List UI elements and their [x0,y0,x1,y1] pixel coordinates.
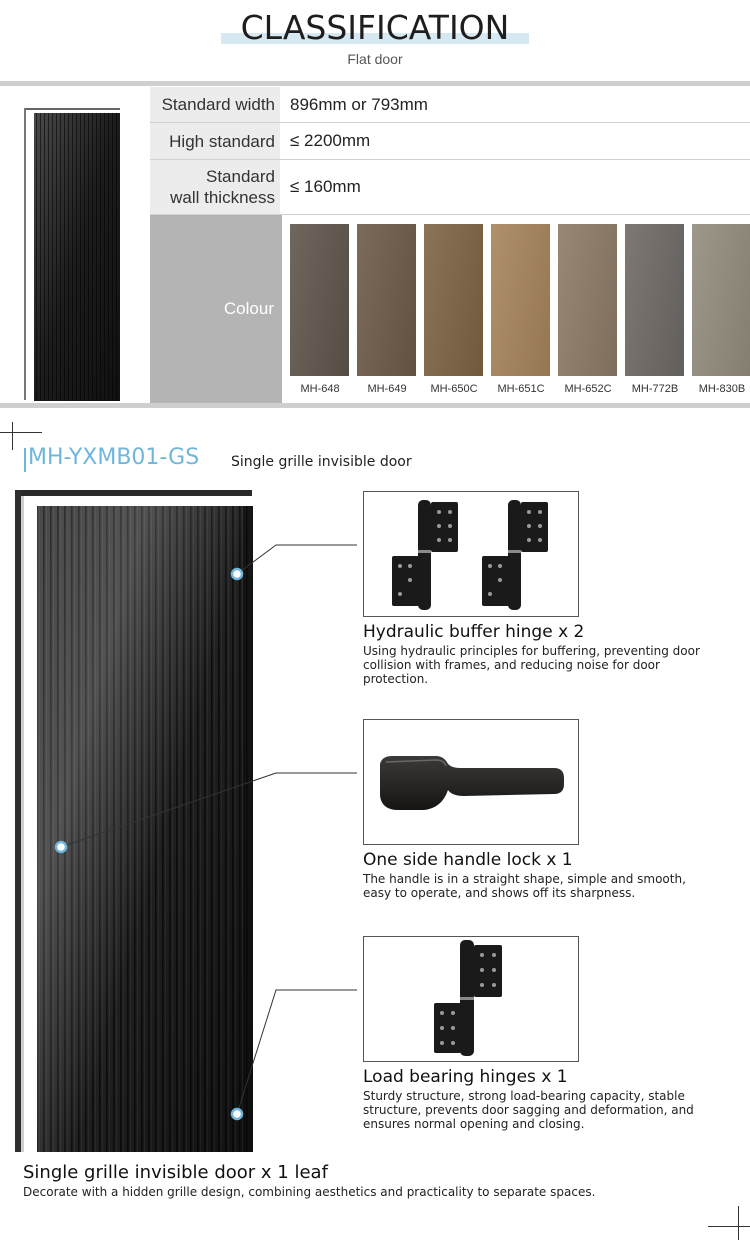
swatch-code: MH-652C [564,383,612,395]
swatch-code: MH-650C [430,383,478,395]
swatch-code: MH-649 [367,383,407,395]
load-hinge-icon [364,937,578,1061]
spec-table [0,81,750,409]
door-handle-icon [364,720,578,844]
crosshair-mark [708,1226,750,1227]
feature-desc-line: collision with frames, and reducing noise for door [363,658,660,672]
hydraulic-hinge-image [363,491,579,617]
feature-desc-line: ensures normal opening and closing. [363,1117,585,1131]
swatch-code: MH-772B [631,383,679,395]
leaf-title: Single grille invisible door x 1 leaf [23,1162,328,1183]
swatch [424,224,483,376]
swatch [625,224,684,376]
door-handle-image [363,719,579,845]
colour-swatches [290,224,750,399]
spec-value: 896mm or 793mm [290,94,428,114]
feature-desc-line: easy to operate, and shows off its sharpness. [363,886,636,900]
swatch [558,224,617,376]
feature-title: One side handle lock x 1 [363,850,573,870]
spec-row-width [150,87,750,123]
feature-description [363,1089,743,1131]
model-accent-bar [24,448,26,472]
feature-desc-line: Using hydraulic principles for buffering, preventing door [363,644,700,658]
spec-value: ≤ 2200mm [290,131,371,150]
spec-row-height [150,123,750,160]
feature-desc-line: structure, prevents door sagging and deformation, and [363,1103,694,1117]
feature-description [363,644,743,686]
feature-title: Load bearing hinges x 1 [363,1067,568,1087]
header-section [0,0,750,80]
model-code: MH-YXMB01-GS [28,445,200,470]
spec-row-wall-thickness [150,160,750,215]
spec-label: Standard width [150,87,280,122]
crosshair-mark [738,1206,739,1240]
swatch [491,224,550,376]
load-hinge-image [363,936,579,1062]
crosshair-mark [12,422,13,450]
feature-desc-line: Sturdy structure, strong load-bearing capacity, stable [363,1089,685,1103]
swatch-code: MH-648 [300,383,340,395]
swatch-code: MH-830B [698,383,746,395]
crosshair-mark [0,432,42,433]
leaf-description: Decorate with a hidden grille design, combining aesthetics and practicality to separate spaces. [23,1185,596,1199]
page-title: CLASSIFICATION [240,8,510,47]
swatch [692,224,750,376]
swatch [290,224,349,376]
feature-title: Hydraulic buffer hinge x 2 [363,622,585,642]
door-thumbnail-icon [24,105,124,403]
spec-label [150,160,280,214]
feature-desc-line: protection. [363,672,429,686]
spec-label-line: wall thickness [170,188,275,207]
swatch [357,224,416,376]
feature-desc-line: The handle is in a straight shape, simple and smooth, [363,872,686,886]
spec-label: High standard [150,123,280,159]
spec-label-line: Standard [206,167,275,186]
spec-value: ≤ 160mm [290,177,361,196]
feature-description [363,872,743,900]
divider [0,81,750,86]
page-subtitle: Flat door [347,51,403,67]
hydraulic-hinge-icon [364,492,578,616]
colour-label: Colour [150,215,282,403]
swatch-code: MH-651C [497,383,545,395]
model-name: Single grille invisible door [231,454,412,470]
divider [0,403,750,408]
grille-door-icon [15,490,255,1152]
